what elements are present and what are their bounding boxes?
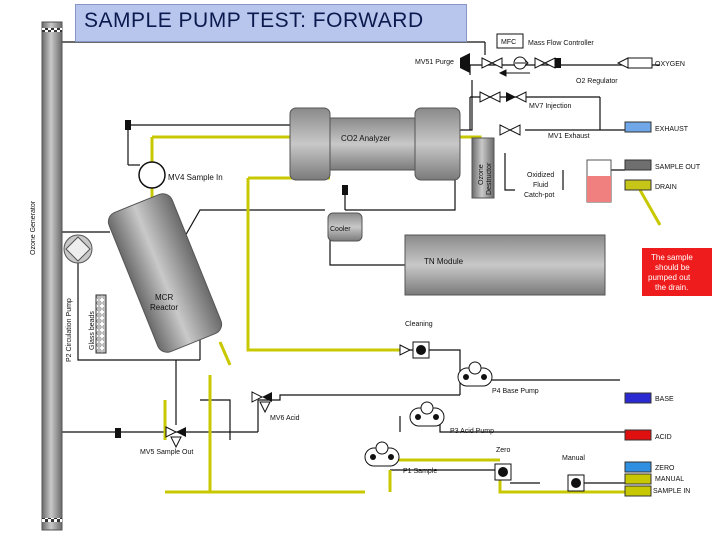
mv7-injection-valve[interactable]: [480, 92, 572, 110]
oxidized-fluid-catch-pot: [524, 160, 611, 202]
tn-module-label: TN Module: [424, 257, 464, 266]
ozone-generator: [30, 22, 62, 530]
mv5-label: MV5 Sample Out: [140, 449, 194, 456]
p4-label: P4 Base Pump: [492, 388, 539, 395]
o2-regulator-label: O2 Regulator: [576, 78, 618, 85]
cooler: [328, 213, 362, 241]
ozone-generator-label: Ozone Generator: [30, 200, 37, 255]
mv6-acid-valve[interactable]: [252, 392, 300, 422]
exhaust-label: EXHAUST: [655, 126, 689, 133]
mv1-exhaust-valve[interactable]: [500, 125, 590, 140]
ozone-destructor-label-1: Ozone: [478, 164, 485, 185]
p4-base-pump[interactable]: [458, 362, 539, 395]
mfc: [497, 34, 594, 48]
port-sample-out: [625, 160, 701, 171]
mv4-sample-in-valve[interactable]: [139, 162, 223, 188]
tn-module: [405, 235, 605, 295]
p3-label: P3 Acid Pump: [450, 428, 494, 435]
base-label: BASE: [655, 396, 674, 403]
catch-pot-label-2: Fluid: [533, 182, 549, 189]
sample-flow-path: [152, 137, 660, 492]
mv51-purge-valve[interactable]: [415, 53, 470, 73]
mcr-label-1: MCR: [155, 293, 174, 302]
manual-label: MANUAL: [655, 476, 685, 483]
ozone-destructor: [472, 138, 494, 198]
port-base: [625, 393, 674, 403]
manual-valve[interactable]: [562, 455, 585, 491]
mfc-label: MFC: [501, 39, 517, 46]
drain-label: DRAIN: [655, 184, 677, 191]
note-line-3: pumped out: [648, 273, 691, 282]
sample-out-label: SAMPLE OUT: [655, 164, 701, 171]
page-title: SAMPLE PUMP TEST: FORWARD: [84, 9, 424, 32]
p1-label: P1 Sample: [403, 468, 438, 475]
zero-valve-label: Zero: [496, 447, 511, 454]
port-drain: [625, 180, 677, 191]
sample-in-label: SAMPLE IN: [653, 488, 691, 495]
mv1-label: MV1 Exhaust: [548, 133, 590, 140]
note-line-1: The sample: [651, 253, 693, 262]
catch-pot-label-1: Oxidized: [527, 172, 555, 179]
glass-beads-label: Glass beads: [89, 311, 96, 350]
cooler-label: Cooler: [330, 226, 351, 233]
manual-valve-label: Manual: [562, 455, 585, 462]
p3-acid-pump[interactable]: [410, 402, 494, 435]
port-zero: [625, 462, 675, 472]
acid-label: ACID: [655, 434, 672, 441]
mv7-label: MV7 Injection: [529, 103, 572, 110]
check-valve-bottom-left: [115, 428, 121, 438]
oxygen-line-valves: [482, 57, 561, 76]
glass-beads-column: [89, 295, 106, 353]
ozone-destructor-label-2: Destructor: [486, 162, 493, 195]
cleaning-valve[interactable]: [400, 321, 433, 358]
check-valve-cooler: [342, 185, 348, 195]
co2-analyzer: [290, 108, 460, 180]
cleaning-label: Cleaning: [405, 321, 433, 328]
check-valve-top-left: [125, 120, 131, 130]
mcr-reactor: [105, 191, 224, 356]
port-manual: [625, 474, 684, 484]
port-sample-in: [625, 486, 690, 496]
mv5-sample-out-valve[interactable]: [140, 427, 193, 456]
catch-pot-label-3: Catch-pot: [524, 192, 555, 199]
port-acid: [625, 430, 672, 441]
note-line-2: should be: [655, 263, 690, 272]
p2-pump-label: P2 Circulation Pump: [66, 298, 73, 362]
zero-label: ZERO: [655, 465, 675, 472]
mcr-label-2: Reactor: [150, 303, 179, 312]
oxygen-inlet: [618, 58, 685, 68]
co2-analyzer-label: CO2 Analyzer: [341, 134, 391, 143]
mv6-label: MV6 Acid: [270, 415, 300, 422]
zero-valve[interactable]: [495, 447, 511, 480]
title-bar: [75, 4, 467, 42]
mv51-label: MV51 Purge: [415, 59, 454, 66]
mv4-label: MV4 Sample In: [168, 173, 223, 182]
mass-flow-controller-label: Mass Flow Controller: [528, 40, 594, 47]
note-line-4: the drain.: [655, 283, 689, 292]
warning-note: [642, 248, 712, 296]
port-exhaust: [625, 122, 689, 133]
oxygen-label: OXYGEN: [655, 61, 685, 68]
